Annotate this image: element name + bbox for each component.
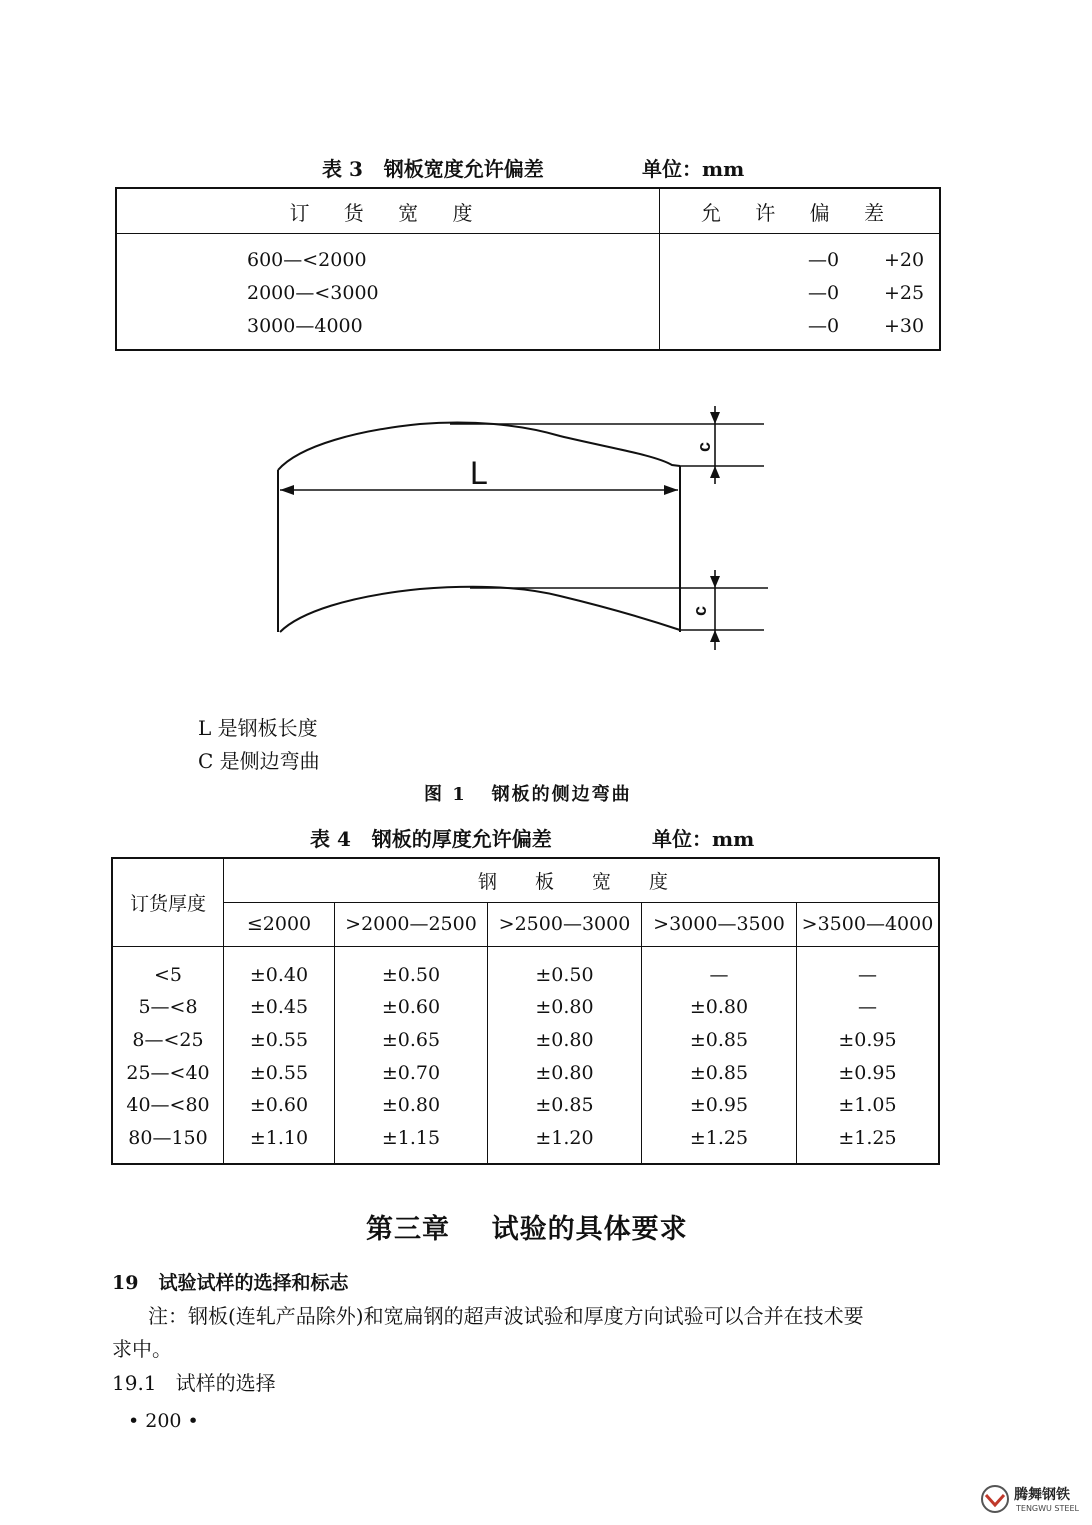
chapter-title: 第三章 试验的具体要求 xyxy=(366,1214,688,1245)
arrowhead-c-bottom-up xyxy=(710,630,720,642)
section-heading xyxy=(112,1268,348,1295)
section-number: 19 xyxy=(112,1272,139,1294)
table4-value-cell: ±0.70 xyxy=(381,1061,441,1084)
table3-plus-cell: +20 xyxy=(884,249,925,271)
table3-plus-cell: +30 xyxy=(884,315,925,337)
table4-value-cell: ±0.80 xyxy=(689,996,749,1019)
table3-width-cell: 600—<2000 xyxy=(247,249,367,271)
table4-value-cell: ±0.80 xyxy=(535,1028,594,1051)
table3-header-deviation: 允 许 偏 差 xyxy=(660,188,941,234)
figure1-caption: 图 1 钢板的侧边弯曲 xyxy=(424,784,632,805)
table4-value-cell: ±0.65 xyxy=(381,1028,441,1051)
table3-plus-cell: +25 xyxy=(884,282,925,304)
table4-unit: 单位：mm xyxy=(652,827,755,851)
table4-row-header: 订货厚度 xyxy=(112,858,224,946)
table4-value-cell: ±1.15 xyxy=(381,1126,441,1149)
bottom-curved-edge xyxy=(280,587,680,632)
table4-value-cell: — xyxy=(858,996,877,1019)
table4-value-cell: — xyxy=(858,963,877,986)
table4-value-cell: ±0.80 xyxy=(381,1094,441,1117)
table4-value-column xyxy=(335,946,488,1164)
table4-value-cell: ±0.85 xyxy=(689,1028,749,1051)
table4-value-cell: ±1.10 xyxy=(249,1126,309,1149)
label-c-bottom: c xyxy=(690,605,710,616)
logo-subtitle: TENGWU STEEL xyxy=(1016,1504,1079,1513)
arrowhead-left xyxy=(280,485,294,495)
table4-value-cell: ±0.55 xyxy=(249,1061,309,1084)
table4-value-cell: ±0.50 xyxy=(535,963,594,986)
note-line-1: 注：钢板(连轧产品除外)和宽扁钢的超声波试验和厚度方向试验可以合并在技术要 xyxy=(148,1304,864,1328)
table4-column-header: >2000—2500 xyxy=(335,902,488,946)
table4-value-cell: ±1.25 xyxy=(838,1126,897,1149)
label-L: L xyxy=(470,455,488,491)
arrowhead-c-bottom-down xyxy=(710,576,720,588)
logo-name: 腾舞钢铁 xyxy=(1014,1487,1070,1503)
legend-C: C 是侧边弯曲 xyxy=(198,749,320,773)
legend-L: L 是钢板长度 xyxy=(198,716,318,740)
subsection-heading: 19.1 试样的选择 xyxy=(112,1371,276,1395)
table3-width-cell: 2000—<3000 xyxy=(247,282,379,304)
table4-value-column xyxy=(797,946,940,1164)
table4-value-cell: ±0.40 xyxy=(249,963,309,986)
table4-column-header: >2500—3000 xyxy=(488,902,642,946)
page-number: • 200 • xyxy=(128,1410,199,1432)
table4-value-cell: ±0.80 xyxy=(535,1061,594,1084)
table4-value-cell: ±1.20 xyxy=(535,1126,594,1149)
table4-column-header: >3500—4000 xyxy=(797,902,940,946)
table4-thickness-cell: 5—<8 xyxy=(138,996,198,1019)
table3-header-width: 订 货 宽 度 xyxy=(116,188,660,234)
table4-value-cell: ±0.50 xyxy=(381,963,441,986)
arrowhead-right xyxy=(664,485,678,495)
note-line-2: 求中。 xyxy=(112,1337,172,1361)
section-title: 试验试样的选择和标志 xyxy=(158,1272,349,1294)
table3-minus-cell: —0 xyxy=(808,282,840,304)
table4-value-cell: ±1.05 xyxy=(838,1094,897,1117)
table4-value-column xyxy=(224,946,335,1164)
table4-thickness-cell: <5 xyxy=(153,963,182,986)
table4-group-header: 钢 板 宽 度 xyxy=(224,858,940,902)
table4-value-cell: ±0.55 xyxy=(249,1028,309,1051)
table4-value-column xyxy=(642,946,797,1164)
table4-value-cell: ±1.25 xyxy=(689,1126,749,1149)
table4-column-header: >3000—3500 xyxy=(642,902,797,946)
table4-value-cell: ±0.60 xyxy=(381,996,441,1019)
table4-value-column xyxy=(488,946,642,1164)
table4-value-cell: ±0.80 xyxy=(535,996,594,1019)
label-c-top: c xyxy=(694,441,714,452)
watermark-logo xyxy=(980,1480,1088,1520)
table4 xyxy=(111,857,940,1165)
table4-thickness-cell: 40—<80 xyxy=(126,1094,210,1117)
figure1-diagram xyxy=(0,0,1092,700)
table3-minus-cell: —0 xyxy=(808,249,840,271)
table4-value-cell: ±0.95 xyxy=(689,1094,749,1117)
table4-thickness-column xyxy=(112,946,224,1164)
table4-value-cell: ±0.95 xyxy=(838,1028,897,1051)
table4-value-cell: ±0.85 xyxy=(689,1061,749,1084)
table3-caption: 表 3 钢板宽度允许偏差 xyxy=(322,157,544,181)
arrowhead-c-top-up xyxy=(710,466,720,478)
arrowhead-c-top-down xyxy=(710,412,720,424)
table4-value-cell: ±0.45 xyxy=(249,996,309,1019)
table4-caption: 表 4 钢板的厚度允许偏差 xyxy=(310,827,552,851)
table4-value-cell: ±0.60 xyxy=(249,1094,309,1117)
table4-thickness-cell: 25—<40 xyxy=(126,1061,210,1084)
table4-column-header: ≤2000 xyxy=(224,902,335,946)
table3-unit: 单位：mm xyxy=(642,157,745,181)
table4-value-cell: — xyxy=(709,963,729,986)
logo-emblem-icon xyxy=(980,1484,1010,1514)
table4-value-cell: ±0.95 xyxy=(838,1061,897,1084)
table4-thickness-cell: 80—150 xyxy=(128,1126,208,1149)
table3-width-cell: 3000—4000 xyxy=(247,315,363,337)
table4-value-cell: ±0.85 xyxy=(535,1094,594,1117)
table4-thickness-cell: 8—<25 xyxy=(132,1028,204,1051)
table3-minus-cell: —0 xyxy=(808,315,840,337)
